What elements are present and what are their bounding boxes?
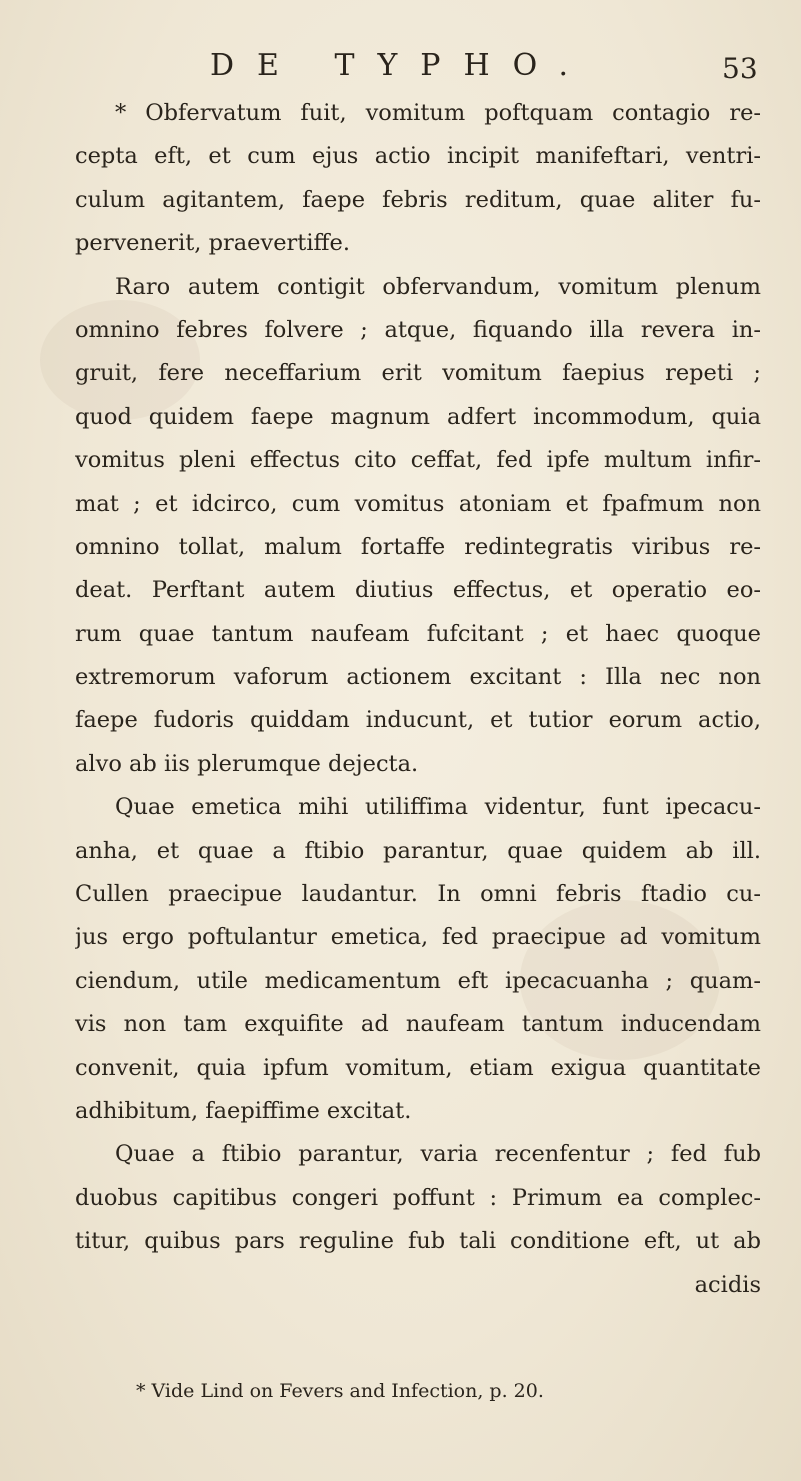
text-line: omnino febres folvere ; atque, fiquando illa revera in- bbox=[75, 316, 761, 343]
footnote: * Vide Lind on Fevers and Infection, p. 20. bbox=[136, 1380, 544, 1402]
text-line: Quae emetica mihi utiliffima videntur, funt ipecacu- bbox=[115, 794, 761, 821]
text-line: cepta eft, et cum ejus actio incipit manifeftari, ventri- bbox=[75, 143, 761, 170]
text-line: vis non tam exquifite ad naufeam tantum inducendam bbox=[75, 1011, 761, 1038]
text-line: convenit, quia ipfum vomitum, etiam exigua quantitate bbox=[75, 1054, 761, 1081]
text-line: titur, quibus pars reguline fub tali conditione eft, ut ab bbox=[75, 1228, 761, 1255]
text-line: omnino tollat, malum fortaffe redintegratis viribus re- bbox=[75, 533, 761, 560]
text-line: Cullen praecipue laudantur. In omni febris ftadio cu- bbox=[75, 881, 761, 908]
text-line: alvo ab iis plerumque dejecta. bbox=[75, 750, 419, 777]
text-line: * Obfervatum fuit, vomitum poftquam contagio re- bbox=[115, 100, 761, 126]
text-line: quod quidem faepe magnum adfert incommodum, quia bbox=[75, 403, 761, 430]
text-line: pervenerit, praevertiffe. bbox=[75, 230, 350, 257]
body-text bbox=[75, 92, 761, 1307]
text-line: jus ergo poftulantur emetica, fed praecipue ad vomitum bbox=[75, 924, 761, 951]
page-header bbox=[210, 48, 640, 88]
text-line: duobus capitibus congeri poffunt : Primum ea complec- bbox=[75, 1184, 761, 1211]
running-title: DE TYPHO. bbox=[210, 48, 592, 83]
catchword: acidis bbox=[694, 1271, 761, 1298]
text-line: gruit, fere neceffarium erit vomitum faepius repeti ; bbox=[75, 360, 761, 387]
page-number: 53 bbox=[722, 52, 758, 85]
text-line: rum quae tantum naufeam fufcitant ; et haec quoque bbox=[75, 620, 761, 647]
text-line: anha, et quae a ftibio parantur, quae quidem ab ill. bbox=[75, 837, 761, 864]
text-line: Raro autem contigit obfervandum, vomitum plenum bbox=[115, 273, 761, 300]
text-line: ciendum, utile medicamentum eft ipecacuanha ; quam- bbox=[75, 967, 761, 994]
text-line: faepe fudoris quiddam inducunt, et tutior eorum actio, bbox=[75, 707, 761, 734]
text-line: extremorum vaforum actionem excitant : Illa nec non bbox=[75, 664, 761, 691]
text-line: Quae a ftibio parantur, varia recenfentur ; fed fub bbox=[115, 1141, 761, 1168]
text-line: adhibitum, faepiffime excitat. bbox=[75, 1097, 412, 1124]
text-line: vomitus pleni effectus cito ceffat, fed ipfe multum infir- bbox=[75, 447, 761, 474]
text-line: culum agitantem, faepe febris reditum, quae aliter fu- bbox=[75, 186, 761, 213]
text-line: mat ; et idcirco, cum vomitus atoniam et fpafmum non bbox=[75, 490, 761, 517]
text-line: deat. Perftant autem diutius effectus, et operatio eo- bbox=[75, 577, 761, 604]
